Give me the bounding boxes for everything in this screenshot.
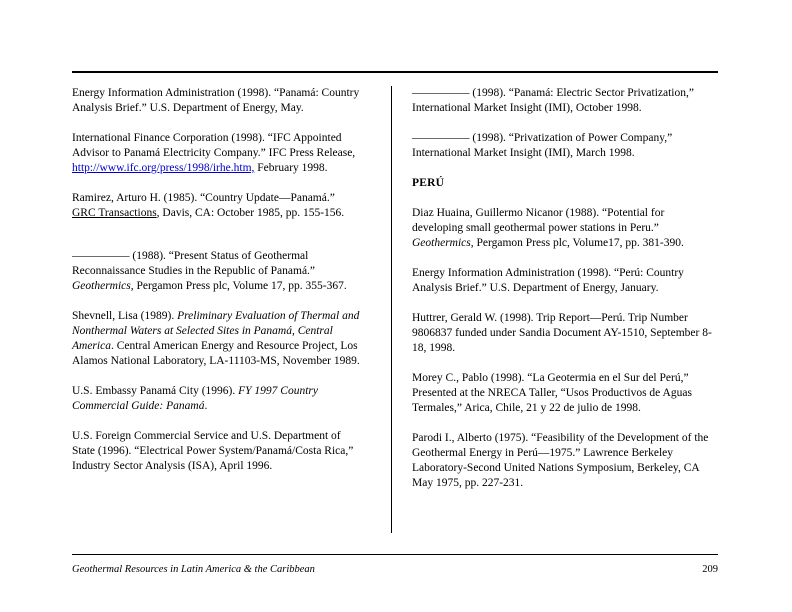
page-footer xyxy=(72,562,718,577)
reference-entry xyxy=(72,131,360,176)
hyperlink[interactable]: http://www.ifc.org/press/1998/irhe.htm, xyxy=(72,162,255,174)
text-segment: ————— (1998). “Panamá: Electric Sector Privatization,” International Market Insight (IMI), October 1998. xyxy=(412,87,694,114)
text-segment: , Davis, CA: October 1985, pp. 155-156. xyxy=(156,207,345,219)
reference-entry xyxy=(412,431,718,491)
reference-entry xyxy=(412,206,718,251)
text-segment: Ramirez, Arturo H. (1985). “Country Update—Panamá.” xyxy=(72,192,335,204)
reference-entry xyxy=(72,86,360,116)
text-segment: International Finance Corporation (1998). “IFC Appointed Advisor to Panamá Electricity Company.” IFC Press Release, xyxy=(72,132,356,159)
right-column xyxy=(412,86,718,506)
footer-horizontal-rule xyxy=(72,554,718,555)
text-segment: , Pergamon Press plc, Volume17, pp. 381-390. xyxy=(470,237,684,249)
text-segment: Pergamon Press plc, Volume 17, pp. 355-367. xyxy=(133,280,347,292)
column-divider xyxy=(391,86,392,533)
text-segment: Morey C., Pablo (1998). “La Geotermia en el Sur del Perú,” Presented at the NRECA Taller, “Usos Productivos de Aguas Termales,” Arica, Chile, 21 y 22 de julio de 1998. xyxy=(412,372,692,414)
reference-entry xyxy=(72,191,360,221)
reference-entry xyxy=(412,371,718,416)
reference-entry xyxy=(72,429,360,474)
text-segment: Energy Information Administration (1998). “Panamá: Country Analysis Brief.” U.S. Department of Energy, May. xyxy=(72,87,360,114)
footer-page-number: 209 xyxy=(702,564,718,575)
text-segment: FY 1997 Country Commercial Guide: Panamá xyxy=(72,385,318,412)
reference-entry xyxy=(72,309,360,369)
text-segment: Geothermics, xyxy=(72,280,134,292)
text-segment: Parodi I., Alberto (1975). “Feasibility of the Development of the Geothermal Energy in Perú—1975.” Lawrence Berkeley Laboratory-Second United Nations Symposium, Berkeley, CA May 1975, pp. 227-231. xyxy=(412,432,709,489)
text-segment: ————— (1988). “Present Status of Geothermal Reconnaissance Studies in the Republic of Panamá.” xyxy=(72,250,316,277)
text-segment: Huttrer, Gerald W. (1998). Trip Report—Perú. Trip Number 9806837 funded under Sandia Document AY-1510, September 8-18, 1998. xyxy=(412,312,712,354)
text-segment: Energy Information Administration (1998). “Perú: Country Analysis Brief.” U.S. Department of Energy, January. xyxy=(412,267,684,294)
text-segment: . Central American Energy and Resource Project, Los Alamos National Laboratory, LA-11103-MS, November 1989. xyxy=(72,340,360,367)
text-segment: Diaz Huaina, Guillermo Nicanor (1988). “Potential for developing small geothermal power stations in Peru.” xyxy=(412,207,665,234)
text-segment: Geothermics xyxy=(412,237,471,249)
reference-entry xyxy=(412,86,718,116)
left-column xyxy=(72,86,360,489)
text-segment: U.S. Foreign Commercial Service and U.S. Department of State (1996). “Electrical Power System/Panamá/Costa Rica,” Industry Sector Analysis (ISA), April 1996. xyxy=(72,430,354,472)
reference-entry xyxy=(72,384,360,414)
footer-book-title: Geothermal Resources in Latin America & the Caribbean xyxy=(72,564,315,575)
reference-entry xyxy=(72,249,360,294)
text-segment: Shevnell, Lisa (1989). xyxy=(72,310,178,322)
text-segment: . xyxy=(204,400,208,412)
reference-entry xyxy=(412,266,718,296)
text-segment: February 1998. xyxy=(254,162,328,174)
reference-entry xyxy=(412,311,718,356)
section-heading-peru: PERÚ xyxy=(412,177,445,189)
top-horizontal-rule xyxy=(72,71,718,73)
text-segment: GRC Transactions xyxy=(72,207,157,219)
text-segment: ————— (1998). “Privatization of Power Company,” International Market Insight (IMI), March 1998. xyxy=(412,132,673,159)
text-segment: Preliminary Evaluation of Thermal and Nonthermal Waters at Selected Sites in Panamá, Central America xyxy=(72,310,360,352)
reference-entry xyxy=(412,131,718,161)
text-segment: U.S. Embassy Panamá City (1996). xyxy=(72,385,239,397)
